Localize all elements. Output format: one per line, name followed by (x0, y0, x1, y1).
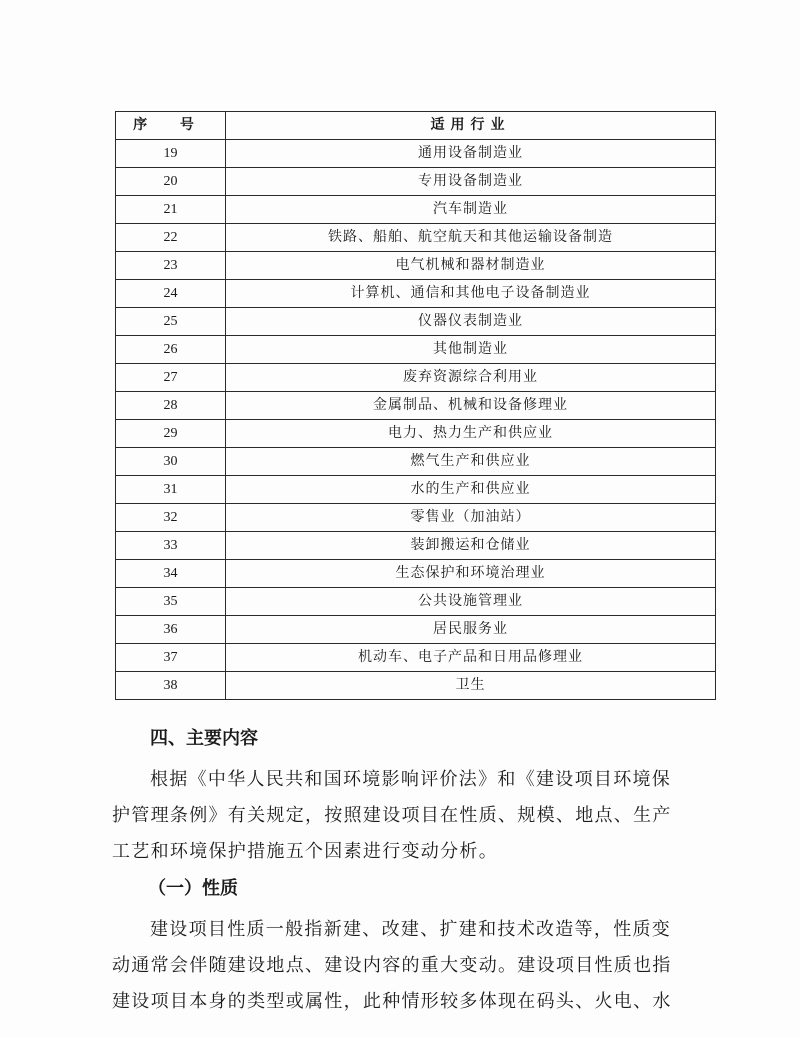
header-serial-number: 序 号 (116, 112, 226, 140)
row-serial-number: 19 (116, 140, 226, 168)
row-serial-number: 21 (116, 196, 226, 224)
paragraph-line: 护管理条例》有关规定，按照建设项目在性质、规模、地点、生产 (112, 805, 672, 826)
paragraph-line: 工艺和环境保护措施五个因素进行变动分析。 (112, 841, 498, 862)
table-row (116, 532, 716, 560)
row-serial-number: 29 (116, 420, 226, 448)
row-industry: 专用设备制造业 (226, 168, 716, 196)
table-row (116, 476, 716, 504)
row-industry: 电力、热力生产和供应业 (226, 420, 716, 448)
row-serial-number: 35 (116, 588, 226, 616)
table-row (116, 336, 716, 364)
table-row (116, 672, 716, 700)
row-industry: 废弃资源综合利用业 (226, 364, 716, 392)
row-industry: 电气机械和器材制造业 (226, 252, 716, 280)
table-row (116, 140, 716, 168)
table-row (116, 308, 716, 336)
row-industry: 居民服务业 (226, 616, 716, 644)
table-row (116, 504, 716, 532)
row-industry: 金属制品、机械和设备修理业 (226, 392, 716, 420)
table-row (116, 616, 716, 644)
row-industry: 装卸搬运和仓储业 (226, 532, 716, 560)
paragraph-line: 建设项目本身的类型或属性，此种情形较多体现在码头、火电、水 (112, 991, 672, 1012)
table-header-row (116, 112, 716, 140)
paragraph-line: 建设项目性质一般指新建、改建、扩建和技术改造等，性质变 (150, 919, 672, 940)
paragraph-nature (112, 912, 714, 1020)
table-row (116, 364, 716, 392)
row-serial-number: 36 (116, 616, 226, 644)
row-industry: 生态保护和环境治理业 (226, 560, 716, 588)
row-serial-number: 27 (116, 364, 226, 392)
section-heading-main-content: 四、主要内容 (150, 728, 258, 749)
table-row (116, 252, 716, 280)
header-industry: 适用行业 (226, 112, 716, 140)
table-row (116, 392, 716, 420)
row-industry: 零售业（加油站） (226, 504, 716, 532)
row-serial-number: 20 (116, 168, 226, 196)
subsection-heading-nature: （一）性质 (148, 878, 238, 899)
row-industry: 汽车制造业 (226, 196, 716, 224)
row-serial-number: 30 (116, 448, 226, 476)
table-body (116, 140, 716, 700)
row-industry: 水的生产和供应业 (226, 476, 716, 504)
table-row (116, 196, 716, 224)
row-industry: 铁路、船舶、航空航天和其他运输设备制造 (226, 224, 716, 252)
row-industry: 通用设备制造业 (226, 140, 716, 168)
row-serial-number: 26 (116, 336, 226, 364)
table-row (116, 560, 716, 588)
table-row (116, 168, 716, 196)
row-serial-number: 31 (116, 476, 226, 504)
industry-table (115, 111, 716, 700)
row-serial-number: 28 (116, 392, 226, 420)
row-industry: 机动车、电子产品和日用品修理业 (226, 644, 716, 672)
row-serial-number: 24 (116, 280, 226, 308)
row-industry: 卫生 (226, 672, 716, 700)
row-serial-number: 38 (116, 672, 226, 700)
row-industry: 计算机、通信和其他电子设备制造业 (226, 280, 716, 308)
row-serial-number: 23 (116, 252, 226, 280)
paragraph-line: 动通常会伴随建设地点、建设内容的重大变动。建设项目性质也指 (112, 955, 672, 976)
table-row (116, 588, 716, 616)
row-serial-number: 34 (116, 560, 226, 588)
row-industry: 仪器仪表制造业 (226, 308, 716, 336)
row-serial-number: 25 (116, 308, 226, 336)
row-serial-number: 22 (116, 224, 226, 252)
row-serial-number: 32 (116, 504, 226, 532)
table-row (116, 224, 716, 252)
table-row (116, 420, 716, 448)
paragraph-main-content (112, 762, 714, 870)
row-industry: 燃气生产和供应业 (226, 448, 716, 476)
row-industry: 其他制造业 (226, 336, 716, 364)
table-row (116, 644, 716, 672)
paragraph-line: 根据《中华人民共和国环境影响评价法》和《建设项目环境保 (150, 769, 672, 790)
row-serial-number: 33 (116, 532, 226, 560)
table-row (116, 280, 716, 308)
row-industry: 公共设施管理业 (226, 588, 716, 616)
row-serial-number: 37 (116, 644, 226, 672)
table-row (116, 448, 716, 476)
